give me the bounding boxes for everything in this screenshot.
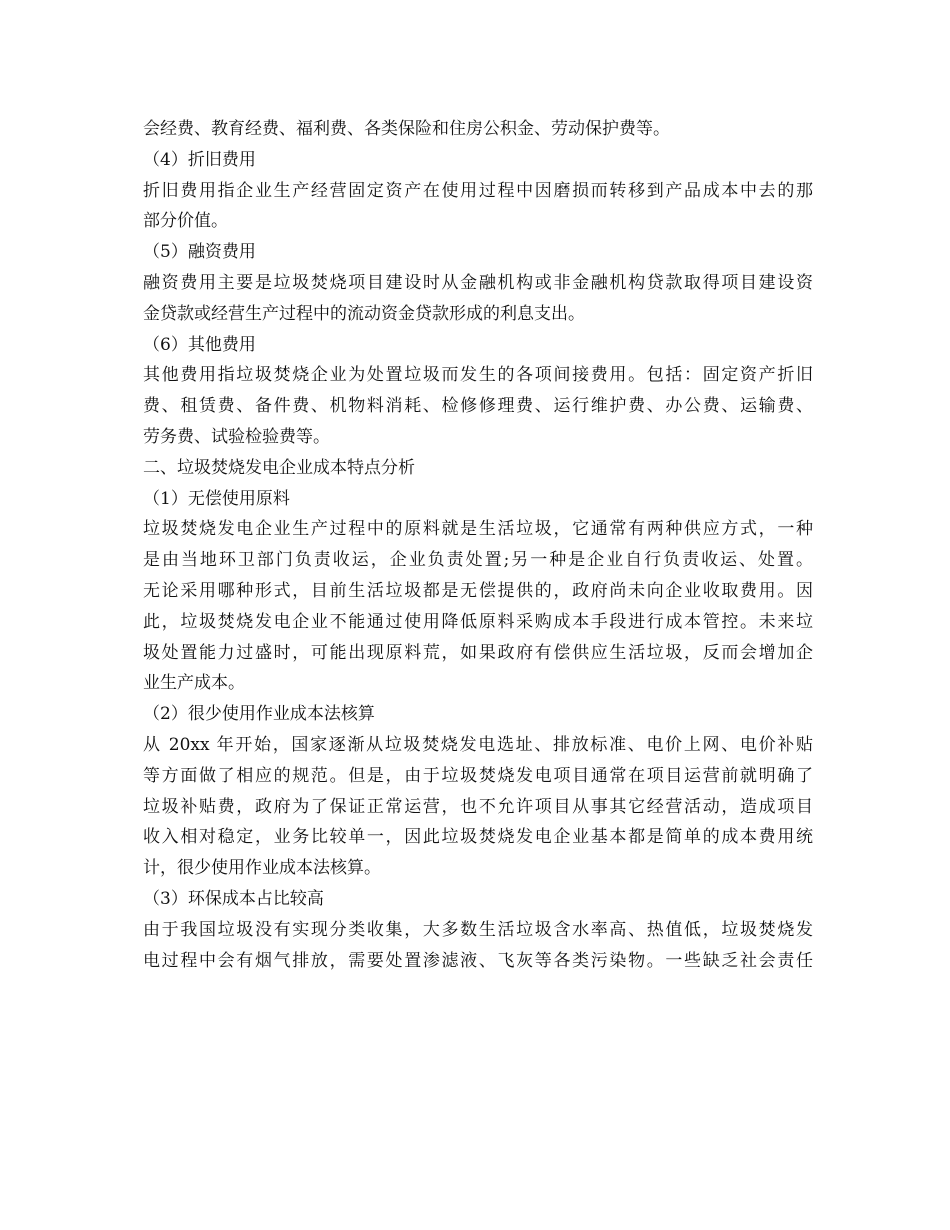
section-heading: 二、垃圾焚烧发电企业成本特点分析 xyxy=(143,457,415,478)
paragraph-line: 部分价值。 xyxy=(143,211,228,232)
paragraph-line: 是由当地环卫部门负责收运，企业负责处置;另一种是企业自行负责收运、处置。 xyxy=(143,550,813,571)
paragraph-line: 其他费用指垃圾焚烧企业为处置垃圾而发生的各项间接费用。包括：固定资产折旧 xyxy=(143,365,813,386)
paragraph-line: 此，垃圾焚烧发电企业不能通过使用降低原料采购成本手段进行成本管控。未来垃 xyxy=(143,611,813,632)
subsection-heading: （1）无偿使用原料 xyxy=(143,488,290,509)
paragraph-line: 垃圾焚烧发电企业生产过程中的原料就是生活垃圾，它通常有两种供应方式，一种 xyxy=(143,519,813,540)
subsection-heading: （6）其他费用 xyxy=(143,334,256,355)
paragraph-line: 折旧费用指企业生产经营固定资产在使用过程中因磨损而转移到产品成本中去的那 xyxy=(143,180,813,201)
paragraph-line: 圾处置能力过盛时，可能出现原料荒，如果政府有偿供应生活垃圾，反而会增加企 xyxy=(143,642,813,663)
subsection-heading: （4）折旧费用 xyxy=(143,149,256,170)
subsection-heading: （2）很少使用作业成本法核算 xyxy=(143,704,375,725)
document-body xyxy=(143,114,813,976)
paragraph-line: 等方面做了相应的规范。但是，由于垃圾焚烧发电项目通常在项目运营前就明确了 xyxy=(143,765,813,786)
paragraph-line: 融资费用主要是垃圾焚烧项目建设时从金融机构或非金融机构贷款取得项目建设资 xyxy=(143,272,813,293)
paragraph-line: 由于我国垃圾没有实现分类收集，大多数生活垃圾含水率高、热值低，垃圾焚烧发 xyxy=(143,919,813,940)
paragraph-line: 劳务费、试验检验费等。 xyxy=(143,426,330,447)
subsection-heading: （5）融资费用 xyxy=(143,242,256,263)
paragraph-line: 业生产成本。 xyxy=(143,673,245,694)
paragraph-line: 垃圾补贴费，政府为了保证正常运营，也不允许项目从事其它经营活动，造成项目 xyxy=(143,796,813,817)
paragraph-line: 收入相对稳定，业务比较单一，因此垃圾焚烧发电企业基本都是简单的成本费用统 xyxy=(143,827,813,848)
paragraph-line: 电过程中会有烟气排放，需要处置渗滤液、飞灰等各类污染物。一些缺乏社会责任 xyxy=(143,950,813,971)
paragraph-line: 无论采用哪种形式，目前生活垃圾都是无偿提供的，政府尚未向企业收取费用。因 xyxy=(143,580,813,601)
paragraph-line: 从 20xx 年开始，国家逐渐从垃圾焚烧发电选址、排放标准、电价上网、电价补贴 xyxy=(143,734,813,755)
paragraph-line: 会经费、教育经费、福利费、各类保险和住房公积金、劳动保护费等。 xyxy=(143,119,670,139)
paragraph-line: 计，很少使用作业成本法核算。 xyxy=(143,858,381,879)
paragraph-line: 金贷款或经营生产过程中的流动资金贷款形成的利息支出。 xyxy=(143,303,585,324)
paragraph-line: 费、租赁费、备件费、机物料消耗、检修修理费、运行维护费、办公费、运输费、 xyxy=(143,396,813,417)
subsection-heading: （3）环保成本占比较高 xyxy=(143,888,324,909)
